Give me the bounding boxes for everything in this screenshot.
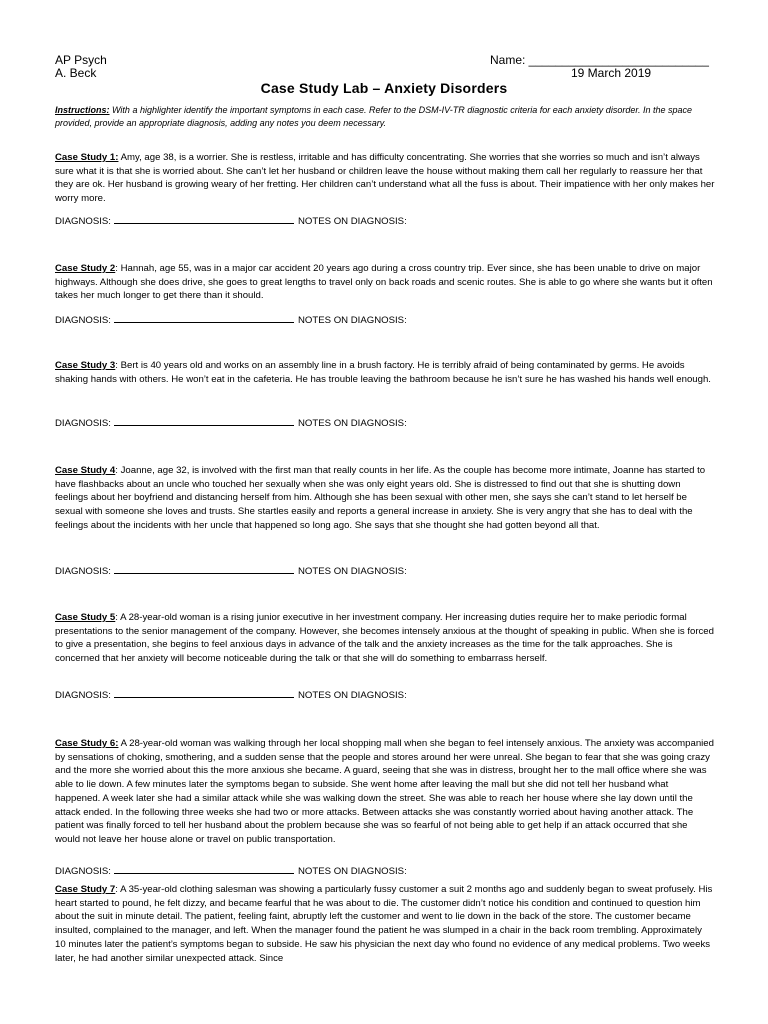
notes-label: NOTES ON DIAGNOSIS: — [297, 866, 407, 877]
case-study-6 — [55, 737, 715, 847]
diagnosis-row-2 — [55, 313, 715, 327]
diagnosis-row-5 — [55, 688, 715, 702]
notes-label: NOTES ON DIAGNOSIS: — [297, 315, 407, 326]
case-study-text: : Hannah, age 55, was in a major car accident 20 years ago during a cross country trip. Ever since, she has been unable to drive on major highways. Although she does drive, she goes to great lengths to travel only on back roads and scenic routes. She is able to go where she wants but it often takes her much longer to get there than it should. — [55, 263, 713, 302]
case-study-4 — [55, 464, 715, 533]
notes-label: NOTES ON DIAGNOSIS: — [297, 690, 407, 701]
case-study-3 — [55, 359, 715, 386]
case-study-1 — [55, 151, 715, 206]
diagnosis-blank[interactable] — [114, 313, 294, 323]
case-study-5 — [55, 611, 715, 666]
case-study-label: Case Study 4 — [55, 465, 116, 476]
diagnosis-row-6 — [55, 864, 715, 878]
diagnosis-label: DIAGNOSIS: — [55, 315, 111, 326]
diagnosis-blank[interactable] — [114, 214, 294, 224]
diagnosis-label: DIAGNOSIS: — [55, 566, 111, 577]
case-study-label: Case Study 3 — [55, 360, 116, 371]
teacher-label: A. Beck — [55, 66, 97, 80]
diagnosis-blank[interactable] — [114, 688, 294, 698]
case-study-2 — [55, 262, 715, 303]
case-study-label: Case Study 1: — [55, 152, 119, 163]
case-study-text: : Bert is 40 years old and works on an assembly line in a brush factory. He is terribly afraid of being contaminated by germs. He avoids shaking hands with others. He won’t eat in the cafeteria. He has trouble leaving the bathroom because he isn’t sure he has washed his hands well enough. — [55, 360, 711, 385]
diagnosis-blank[interactable] — [114, 564, 294, 574]
name-field: Name: ___________________________ — [490, 53, 709, 67]
diagnosis-row-3 — [55, 416, 715, 430]
case-study-text: : A 28-year-old woman is a rising junior executive in her investment company. Her increasing duties require her to make periodic formal presentations to the senior management of the company. However, she becomes intensely anxious at the thought of speaking in public. When she is forced to give a presentation, she begins to feel anxious days in advance of the talk and the anxiety increases as the time for the talk approaches. She is concerned that her anxiety will become noticeable during the talk or that she will do something to embarrass herself. — [55, 612, 714, 665]
case-study-label: Case Study 5 — [55, 612, 116, 623]
notes-label: NOTES ON DIAGNOSIS: — [297, 418, 407, 429]
case-study-label: Case Study 2 — [55, 263, 116, 274]
case-study-text: A 28-year-old woman was walking through her local shopping mall when she began to feel intensely anxious. The anxiety was accompanied by sensations of choking, smothering, and a sudden sense that the people and stores around her were unreal. She began to fear that she was going crazy and the more she worried about this the more anxious she became. A guard, seeing that she was in distress, brought her to the mall office where she was able to lie down. A few minutes later the symptoms began to subside. She went home after leaving the mall but she did not tell her husband what happened. A week later she had a similar attack while she was walking down the street. She was able to reach her house where she lay down until the attack ended. In the following three weeks she had two or more attacks. Between attacks she was constantly worried about having another attack. The patient was finally forced to tell her husband about the problem because she was so fearful of not being able to get help if an attack occurred that she would not leave her house alone or travel on public transportation. — [55, 738, 714, 845]
course-label: AP Psych — [55, 53, 107, 67]
diagnosis-blank[interactable] — [114, 416, 294, 426]
case-study-text: : Joanne, age 32, is involved with the first man that really counts in her life. As the couple has become more intimate, Joanne has started to have flashbacks about an uncle who touched her sexually when she was only eight years old. She is distressed to find out that she is shutting down feelings about her boyfriend and distancing herself from him. Although she has been sexual with other men, she says she can’t stand to let herself be sexual with someone she loves and trusts. She startles easily and reports a general increase in anxiety. She is very angry that she has to deal with the feelings about the incidents with her uncle that happened so long ago. She says that she thought she had gotten beyond all that. — [55, 465, 706, 531]
diagnosis-label: DIAGNOSIS: — [55, 866, 111, 877]
case-study-label: Case Study 7 — [55, 884, 116, 895]
case-study-text: Amy, age 38, is a worrier. She is restless, irritable and has difficulty concentrating. She worries that she worries so much and isn’t always sure what it is that she is worried about. She can’t let her husband or children leave the house without making them call her regularly to reassure her that they are ok. Her husband is growing weary of her fretting. Her children can’t understand what all the fuss is about. Their impatience with her only makes her worry more. — [55, 152, 715, 205]
diagnosis-label: DIAGNOSIS: — [55, 216, 111, 227]
diagnosis-row-4 — [55, 564, 715, 578]
notes-label: NOTES ON DIAGNOSIS: — [297, 216, 407, 227]
instructions-label: Instructions: — [55, 105, 110, 115]
case-study-7 — [55, 883, 715, 965]
notes-label: NOTES ON DIAGNOSIS: — [297, 566, 407, 577]
date-label: 19 March 2019 — [571, 66, 652, 80]
case-study-label: Case Study 6: — [55, 738, 119, 749]
diagnosis-row-1 — [55, 214, 715, 228]
diagnosis-blank[interactable] — [114, 864, 294, 874]
instructions — [55, 104, 715, 130]
diagnosis-label: DIAGNOSIS: — [55, 418, 111, 429]
instructions-text: With a highlighter identify the important symptoms in each case. Refer to the DSM-IV-TR diagnostic criteria for each anxiety disorder. In the space provided, provide an appropriate diagnosis, adding any notes you deem necessary. — [55, 105, 693, 128]
diagnosis-label: DIAGNOSIS: — [55, 690, 111, 701]
case-study-text: : A 35-year-old clothing salesman was showing a particularly fussy customer a suit 2 months ago and suddenly began to sweat profusely. His heart started to pound, he felt dizzy, and became fearful that he was about to die. The customer didn’t notice his condition and continued to question him about the suit in minute detail. The patient, feeling faint, abruptly left the customer and went to lie down in the back of the store. The customer became insulted, complained to the manager, and left. When the manager found the patient he was slumped in a chair in the back room trembling. Approximately 10 minutes later the patient’s symptoms began to subside. He saw his physician the next day who found no evidence of any medical problems. Two weeks later, he had another similar unexpected attack. Since — [55, 884, 713, 964]
page-title: Case Study Lab – Anxiety Disorders — [260, 80, 508, 96]
